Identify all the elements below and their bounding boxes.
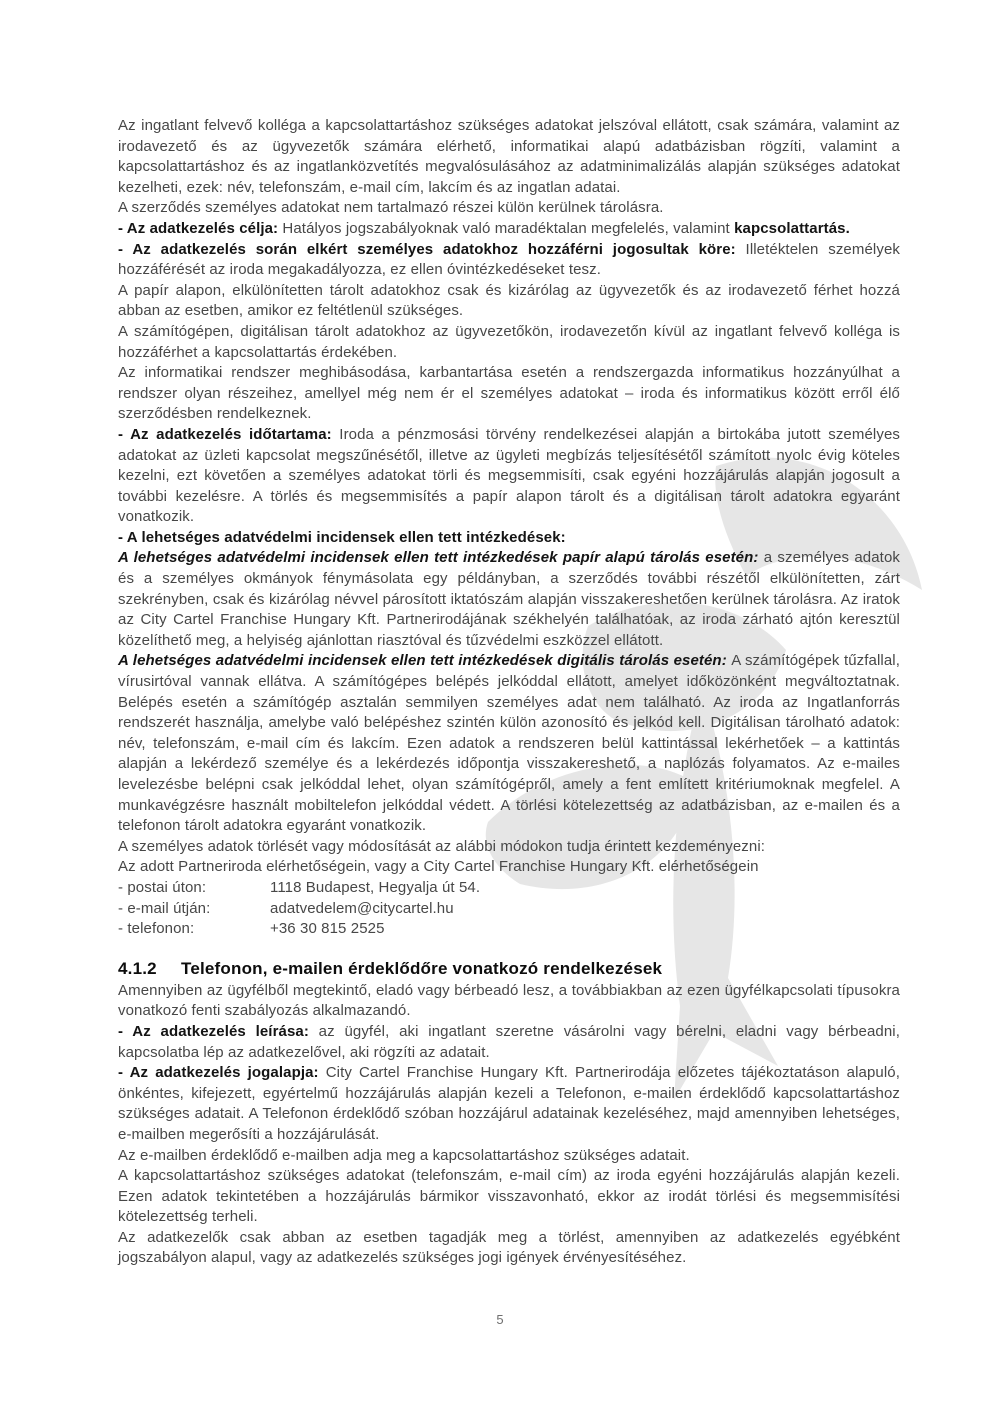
- contact-row-email: [118, 899, 900, 920]
- paragraph-text: Az e-mailben érdeklődő e-mailben adja meg a kapcsolattartáshoz szükséges adatait.: [118, 1146, 690, 1164]
- document-body: [118, 116, 900, 1269]
- contact-value-phone: +36 30 815 2525: [270, 920, 385, 938]
- paragraph-purpose: [118, 219, 900, 240]
- paragraph-text: Iroda a pénzmosási törvény rendelkezései alapján a birtokába jutott személyes adatokat az üzleti kapcsolat megszűnésétől, illetve az ügyleti megbízás teljesítésétől számított nyolc évig köteles kezelni, ezt követően a személyes adatokat törli és megsemmisíti, csak egyéni hozzájárulás alapján jogosult a további kezelésre. A törlés és megsemmisítés a papír alapon tárolt és a digitálisan tárolt adatokra egyaránt vonatkozik.: [118, 425, 900, 526]
- bold-line: - A lehetséges adatvédelmi incidensek ellen tett intézkedések:: [118, 528, 566, 546]
- paragraph-legal-basis: [118, 1063, 900, 1145]
- paragraph-text: Az informatikai rendszer meghibásodása, karbantartása esetén a rendszergazda informatikus hozzányúlhat a rendszer olyan részeihez, amellyel még nem ér el személyes adatokat – iroda és informatikus között erről élő szerződésben rendelkeznek.: [118, 364, 900, 423]
- section-heading: [118, 958, 900, 979]
- paragraph-text: Amennyiben az ügyfélből megtekintő, eladó vagy bérbeadó lesz, a továbbiakban az ezen ügyfélkapcsolati típusokra vonatkozó fenti szabályozás alkalmazandó.: [118, 981, 900, 1020]
- paragraph-text: Az adatkezelők csak abban az esetben tagadják meg a törlést, amennyiben az adatkezelés egyébként jogszabályon alapul, vagy az adatkezelés szükséges jogi igények érvényesítéséhez.: [118, 1228, 900, 1267]
- paragraph-incidents-paper: [118, 548, 900, 651]
- paragraph-digital-access: [118, 322, 900, 363]
- section-number: 4.1.2: [118, 958, 157, 978]
- paragraph-text: Illetéktelen személyek hozzáférését az iroda megakadályozza, ez ellen óvintézkedéseket tesz.: [118, 240, 900, 279]
- paragraph-text: az ügyfél, aki ingatlant szeretne vásárolni vagy bérelni, eladni vagy bérbeadni, kapcsolatba lép az adatkezelővel, aki rögzíti az adatait.: [118, 1022, 900, 1061]
- paragraph-refusal: [118, 1228, 900, 1269]
- bold-lead: - Az adatkezelés jogalapja:: [118, 1064, 326, 1082]
- page-number: 5: [496, 1312, 504, 1327]
- bold-lead: - Az adatkezelés során elkért személyes adatokhoz hozzáférni jogosultak köre:: [118, 240, 746, 258]
- paragraph-duration: [118, 425, 900, 528]
- contact-row-phone: [118, 919, 900, 940]
- paragraph-deletion-intro: [118, 837, 900, 858]
- paragraph-text: Hatályos jogszabályoknak való maradéktalan megfelelés, valamint: [282, 219, 735, 237]
- paragraph-text: City Cartel Franchise Hungary Kft. Partnerirodája előzetes tájékoztatáson alapuló, önkéntes, kifejezett, egyértelmű hozzájárulás alapján kezeli a Telefonon, e-mailen érdeklődő kapcsolattartáshoz szükséges adatait. A Telefonon érdeklődő szóban hozzájárul adatainak kezeléséhez, majd amennyiben lehetséges, e-mailben megerősíti a hozzájárulását.: [118, 1064, 900, 1143]
- paragraph-it-maintenance: [118, 363, 900, 425]
- paragraph-text: a személyes adatok és a személyes okmányok fénymásolata egy példányban, a szerződés további részétől elkülönítetten, zárt szekrényben, csak és kizárólag névvel párosított iktatószám alapján visszakereshetően kerülnek tárolásra. Az iratok az City Cartel Franchise Hungary Kft. Partnerirodájának székhelyén találhatóak, az iroda zárható ajtón keresztül közelíthető meg, a helyiség ajánlottan riasztóval és tűzvédelmi eszközzel ellátott.: [118, 549, 900, 649]
- contact-value: 1118 Budapest, Hegyalja út 54.: [270, 878, 481, 896]
- contact-label: - e-mail útján:: [118, 899, 211, 917]
- paragraph-text: A számítógépek tűzfallal, vírusirtóval vannak ellátva. A számítógépes belépés jelkóddal ellátott, amelyet időközönként megváltoztatnak. Belépés esetén a számítógép asztalán semmilyen személyes adat nem található. Az iroda az Ingatlanforrás rendszerét használja, amelybe való belépéshez szintén külön azonosító és jelkód kell. Digitálisan tárolható adatok: név, telefonszám, e-mail cím és lakcím. Ezen adatok a rendszeren belül kattintással lekérhetőek – a kattintás alapján a lekérdező személye és a lekérdezés időpontja visszakereshető, a naplózás folyamatos. Az e-mailes levelezésbe belépni csak jelkóddal lehet, olyan számítógépről, amely a fent említett kritériumoknak megfelel. A munkavégzésre használt mobiltelefon jelkóddal védett. A törlési kötelezettség az adatbázisban, az e-mailen és a telefonon tárolt adatokra egyaránt vonatkozik.: [118, 652, 900, 835]
- paragraph-access-rights: [118, 240, 900, 281]
- bold-lead: - Az adatkezelés leírása:: [118, 1022, 319, 1040]
- paragraph-paper-access: [118, 281, 900, 322]
- paragraph-text: A szerződés személyes adatokat nem tartalmazó részei külön kerülnek tárolásra.: [118, 199, 664, 217]
- bold-tail: kapcsolattartás.: [734, 219, 850, 237]
- paragraph-text: Az adott Partneriroda elérhetőségein, vagy a City Cartel Franchise Hungary Kft. elérhetőségein: [118, 858, 759, 876]
- paragraph-description: [118, 1022, 900, 1063]
- paragraph-text: A számítógépen, digitálisan tárolt adatokhoz az ügyvezetőkön, irodavezetőn kívül az ingatlant felvevő kolléga is hozzáférhet a kapcsolattartás érdekében.: [118, 322, 900, 361]
- contact-value-email: adatvedelem@citycartel.hu: [270, 899, 454, 917]
- paragraph-contract-note: [118, 198, 900, 219]
- paragraph-incidents-heading: [118, 528, 900, 549]
- section-title: Telefonon, e-mailen érdeklődőre vonatkozó rendelkezések: [181, 958, 663, 978]
- paragraph-text: Az ingatlant felvevő kolléga a kapcsolattartáshoz szükséges adatokat jelszóval ellátott, csak számára, valamint az irodavezető és az ügyvezetők számára elérhető, informatikai alapú adatbázisban rögzíti, valamint a kapcsolattartáshoz és az ingatlanközvetítés megvalósulásához az adatminimalizálás alapján szükséges adatokat kezelheti, ezek: név, telefonszám, e-mail cím, lakcím és az ingatlan adatai.: [118, 117, 900, 196]
- contact-label: - postai úton:: [118, 878, 207, 896]
- paragraph-text: A kapcsolattartáshoz szükséges adatokat (telefonszám, e-mail cím) az iroda egyéni hozzájárulás alapján kezeli. Ezen adatok tekintetében a hozzájárulás bármikor visszavonható, ekkor az irodát törlési és megsemmisítési kötelezettség terheli.: [118, 1167, 900, 1226]
- bold-italic-lead: A lehetséges adatvédelmi incidensek ellen tett intézkedések digitális tárolás esetén:: [118, 652, 732, 670]
- paragraph-text: A személyes adatok törlését vagy módosítását az alábbi módokon tudja érintett kezdeményezni:: [118, 837, 766, 855]
- paragraph-text: A papír alapon, elkülönítetten tárolt adatokhoz csak és kizárólag az ügyvezetők és az irodavezető férhet hozzá abban az esetben, amikor ez feltétlenül szükséges.: [118, 281, 900, 320]
- paragraph-intro: [118, 116, 900, 198]
- paragraph-email-inquirer: [118, 1146, 900, 1167]
- contact-label: - telefonon:: [118, 920, 195, 938]
- contact-row-postal: [118, 878, 900, 899]
- paragraph-section-intro: [118, 981, 900, 1022]
- paragraph-incidents-digital: [118, 651, 900, 836]
- paragraph-deletion-where: [118, 857, 900, 878]
- paragraph-consent-withdrawal: [118, 1166, 900, 1228]
- bold-lead: - Az adatkezelés célja:: [118, 219, 283, 237]
- bold-italic-lead: A lehetséges adatvédelmi incidensek ellen tett intézkedések papír alapú tárolás esetén:: [118, 549, 764, 567]
- bold-lead: - Az adatkezelés időtartama:: [118, 425, 340, 443]
